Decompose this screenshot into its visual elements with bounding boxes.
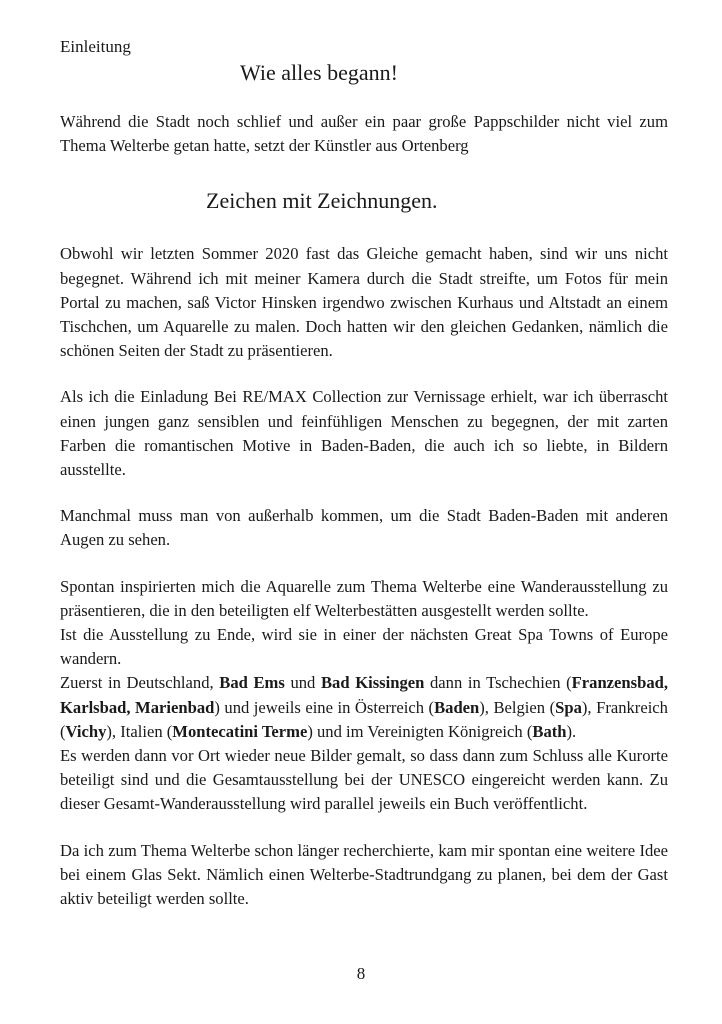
chapter-title: Wie alles begann! <box>240 60 398 85</box>
page-body <box>60 36 668 911</box>
paragraph-3: Manchmal muss man von außerhalb kommen, um die Stadt Baden-Baden mit anderen Augen zu sehen. <box>60 506 668 550</box>
page-number: 8 <box>356 964 366 983</box>
paragraph-4: Spontan inspirierten mich die Aquarelle zum Thema Welterbe eine Wanderausstellung zu präsentieren, die in den beteiligten elf Welterbestätten ausgestellt werden sollte. <box>60 576 668 620</box>
paragraph-8: Da ich zum Thema Welterbe schon länger recherchierte, kam mir spontan eine weitere Idee bei einem Glas Sekt. Nämlich einen Welterbe-Stadtrundgang zu planen, bei dem der Gast aktiv beteiligt werden sollte. <box>60 840 668 909</box>
paragraph-5: Ist die Ausstellung zu Ende, wird sie in einer der nächsten Great Spa Towns of Europe wandern. <box>60 625 668 669</box>
town-bath: Bath <box>532 721 567 741</box>
paragraph-1: Obwohl wir letzten Sommer 2020 fast das Gleiche gemacht haben, sind wir uns nicht begegnet. Während ich mit meiner Kamera durch die Stadt streifte, um Fotos für mein Portal zu machen, saß Victor Hinsken irgendwo zwischen Kurhaus und Altstadt an einem Tischchen, um Aquarelle zu malen. Doch hatten wir den gleichen Gedanken, nämlich die schönen Seiten der Stadt zu präsentieren. <box>60 244 668 361</box>
town-vichy: Vichy <box>65 721 107 741</box>
town-montecatini: Montecatini Terme <box>172 721 308 741</box>
intro-paragraph: Während die Stadt noch schlief und außer ein paar große Pappschilder nicht viel zum Thema Welterbe getan hatte, setzt der Künstler aus Ortenberg <box>60 112 668 156</box>
paragraph-7: Es werden dann vor Ort wieder neue Bilder gemalt, so dass dann zum Schluss alle Kurorte beteiligt sind und die Gesamtausstellung bei der UNESCO eingereicht werden kann. Zu dieser Gesamt-Wanderausstellung wird parallel jeweils ein Buch veröffentlicht. <box>60 746 668 814</box>
town-bad-ems: Bad Ems <box>219 673 285 693</box>
paragraph-6-locations: Zuerst in Deutschland, Bad Ems und Bad Kissingen dann in Tschechien (Franzensbad, Karlsbad, Marienbad) und jeweils eine in Österreich (Baden), Belgien (Spa), Frankreich (Vichy), Italien (Montecatini Terme) und im Vereinigten Königreich (Bath). <box>60 673 669 741</box>
towns-czech: Franzensbad, Karlsbad, Marienbad <box>60 673 669 717</box>
section-label: Einleitung <box>60 37 131 56</box>
subtitle: Zeichen mit Zeichnungen. <box>206 188 438 214</box>
paragraph-2: Als ich die Einladung Bei RE/MAX Collection zur Vernissage erhielt, war ich überrascht einen jungen ganz sensiblen und feinfühligen Menschen zu begegnen, der mit zarten Farben die romantischen Motive in Baden-Baden, die auch ich so liebte, in Bildern ausstellte. <box>60 387 668 480</box>
town-spa: Spa <box>555 697 582 717</box>
town-baden: Baden <box>434 697 480 717</box>
town-bad-kissingen: Bad Kissingen <box>320 673 425 693</box>
